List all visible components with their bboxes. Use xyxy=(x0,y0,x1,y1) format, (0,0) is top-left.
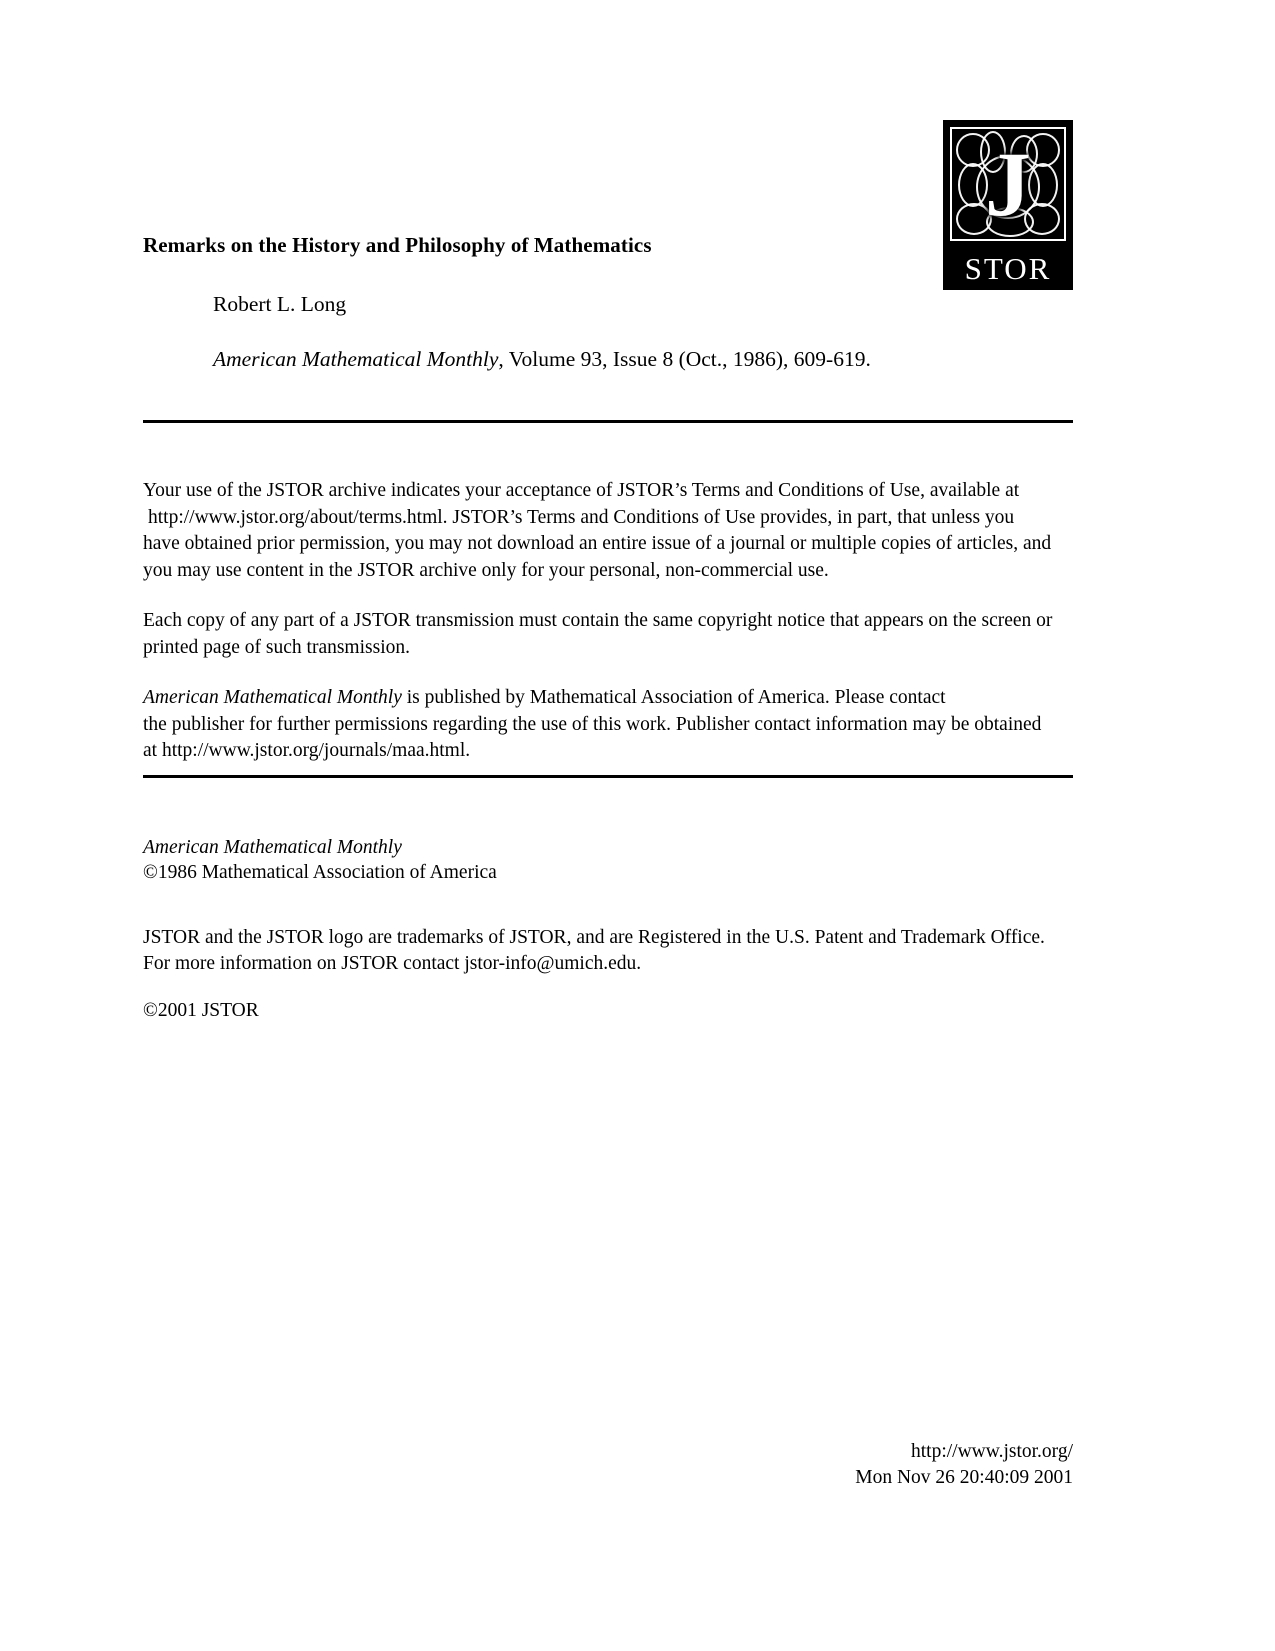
retrieval-timestamp: Mon Nov 26 20:40:09 2001 xyxy=(855,1467,1073,1488)
divider-top xyxy=(143,420,1073,423)
retrieval-stamp xyxy=(855,1439,1073,1491)
page-content xyxy=(143,0,1073,1651)
publication-journal-name: American Mathematical Monthly xyxy=(143,837,402,858)
divider-bottom xyxy=(143,775,1073,778)
article-citation xyxy=(213,347,871,372)
publication-info xyxy=(143,835,1071,885)
terms-paragraph-3 xyxy=(143,685,1071,765)
citation-journal-name: American Mathematical Monthly xyxy=(213,347,499,371)
terms-p1-line4: you may use content in the JSTOR archive only for your personal, non-commercial use. xyxy=(143,559,829,581)
citation-details: , Volume 93, Issue 8 (Oct., 1986), 609-619. xyxy=(498,347,871,371)
terms-of-use xyxy=(143,478,1071,765)
terms-p1-line1: Your use of the JSTOR archive indicates your acceptance of JSTOR’s Terms and Conditions of Use, available at xyxy=(143,480,1020,501)
jstor-logo xyxy=(943,120,1073,290)
terms-p2-line1: Each copy of any part of a JSTOR transmission must contain the same copyright notice that appears on the screen or xyxy=(143,610,1053,631)
publication-copyright: ©1986 Mathematical Association of America xyxy=(143,862,497,883)
terms-p3-line1: is published by Mathematical Association of America. Please contact xyxy=(401,687,946,708)
trademark-line2: For more information on JSTOR contact jstor-info@umich.edu. xyxy=(143,952,642,974)
terms-p1-line3: have obtained prior permission, you may not download an entire issue of a journal or multiple copies of articles, and xyxy=(143,533,1052,554)
jstor-copyright: ©2001 JSTOR xyxy=(143,1000,259,1021)
terms-paragraph-2 xyxy=(143,608,1071,661)
terms-p3-journal-name: American Mathematical Monthly xyxy=(143,687,402,708)
terms-p2-line2: printed page of such transmission. xyxy=(143,636,410,658)
jstor-logo-letter: J xyxy=(985,133,1031,235)
terms-paragraph-1 xyxy=(143,478,1071,584)
jstor-logo-ornamental-block xyxy=(943,120,1073,248)
terms-p1-line2: http://www.jstor.org/about/terms.html. JSTOR’s Terms and Conditions of Use provides, in part, that unless you xyxy=(148,506,1015,528)
article-author: Robert L. Long xyxy=(213,292,347,316)
terms-p3-line3: at http://www.jstor.org/journals/maa.html. xyxy=(143,740,471,761)
jstor-logo-ornament-frame xyxy=(950,127,1066,241)
terms-p3-line2: the publisher for further permissions regarding the use of this work. Publisher contact information may be obtained xyxy=(143,713,1042,735)
trademark-line1: JSTOR and the JSTOR logo are trademarks of JSTOR, and are Registered in the U.S. Patent and Trademark Office. xyxy=(143,927,1045,948)
jstor-url: http://www.jstor.org/ xyxy=(911,1441,1073,1462)
jstor-logo-wordmark: STOR xyxy=(943,248,1073,290)
article-title: Remarks on the History and Philosophy of Mathematics xyxy=(143,233,652,257)
trademark-notice xyxy=(143,925,1071,976)
